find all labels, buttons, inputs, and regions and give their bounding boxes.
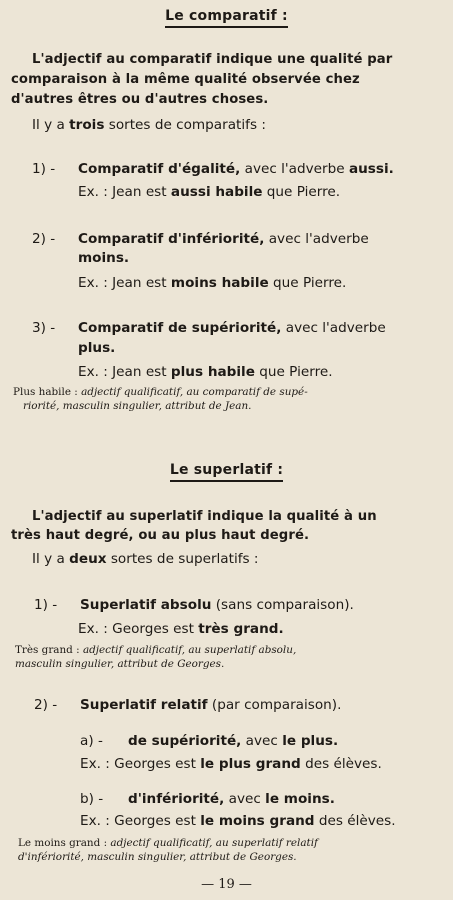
superlatif-intro-line-1: L'adjectif au superlatif indique la qualité à un: [32, 509, 377, 524]
comparatif-egalite-example: Ex. : Jean est aussi habile que Pierre.: [78, 184, 341, 200]
comparatif-superiorite-example: Ex. : Jean est plus habile que Pierre.: [78, 364, 333, 380]
page-number: — 19 —: [201, 877, 252, 892]
comparatif-superiorite-adverb: plus.: [78, 340, 116, 356]
comparatif-egalite-heading: 1) - Comparatif d'égalité, avec l'adverbe aussi.: [32, 161, 394, 177]
superlatif-superiorite-example: Ex. : Georges est le plus grand des élèves.: [80, 756, 382, 772]
superlatif-absolu-example: Ex. : Georges est très grand.: [78, 621, 284, 637]
comparatif-intro-line-2: comparaison à la même qualité observée chez: [11, 72, 360, 87]
superlatif-count-line: Il y a deux sortes de superlatifs :: [32, 551, 259, 567]
superlatif-heading: Le superlatif :: [0, 462, 453, 482]
superlatif-inferiorite-line: b) - d'infériorité, avec le moins.: [80, 791, 335, 807]
superlatif-relatif-analysis-note: Le moins grand : adjectif qualificatif, au superlatif relatif d'infériorité, masculin singulier, attribut de Georges.: [18, 837, 318, 863]
comparatif-count-line: Il y a trois sortes de comparatifs :: [32, 117, 266, 133]
superlatif-absolu-heading: 1) - Superlatif absolu (sans comparaison).: [34, 597, 354, 613]
comparatif-superiorite-heading: 3) - Comparatif de supériorité, avec l'adverbe: [32, 320, 386, 336]
comparatif-intro-line-3: d'autres êtres ou d'autres choses.: [11, 92, 269, 107]
comparatif-inferiorite-example: Ex. : Jean est moins habile que Pierre.: [78, 275, 347, 291]
superlatif-intro-line-2: très haut degré, ou au plus haut degré.: [11, 528, 310, 543]
superlatif-relatif-heading: 2) - Superlatif relatif (par comparaison).: [34, 697, 342, 713]
superlatif-absolu-analysis-note: Très grand : adjectif qualificatif, au superlatif absolu, masculin singulier, attribut de Georges.: [15, 644, 297, 670]
superlatif-superiorite-line: a) - de supériorité, avec le plus.: [80, 733, 339, 749]
comparatif-analysis-note: Plus habile : adjectif qualificatif, au comparatif de supé- riorité, masculin singulier, attribut de Jean.: [13, 386, 308, 412]
superlatif-inferiorite-example: Ex. : Georges est le moins grand des élèves.: [80, 813, 396, 829]
comparatif-inferiorite-heading: 2) - Comparatif d'infériorité, avec l'adverbe: [32, 231, 369, 247]
comparatif-inferiorite-adverb: moins.: [78, 250, 130, 266]
comparatif-heading: Le comparatif :: [0, 8, 453, 28]
comparatif-intro-line-1: L'adjectif au comparatif indique une qualité par: [32, 52, 393, 67]
